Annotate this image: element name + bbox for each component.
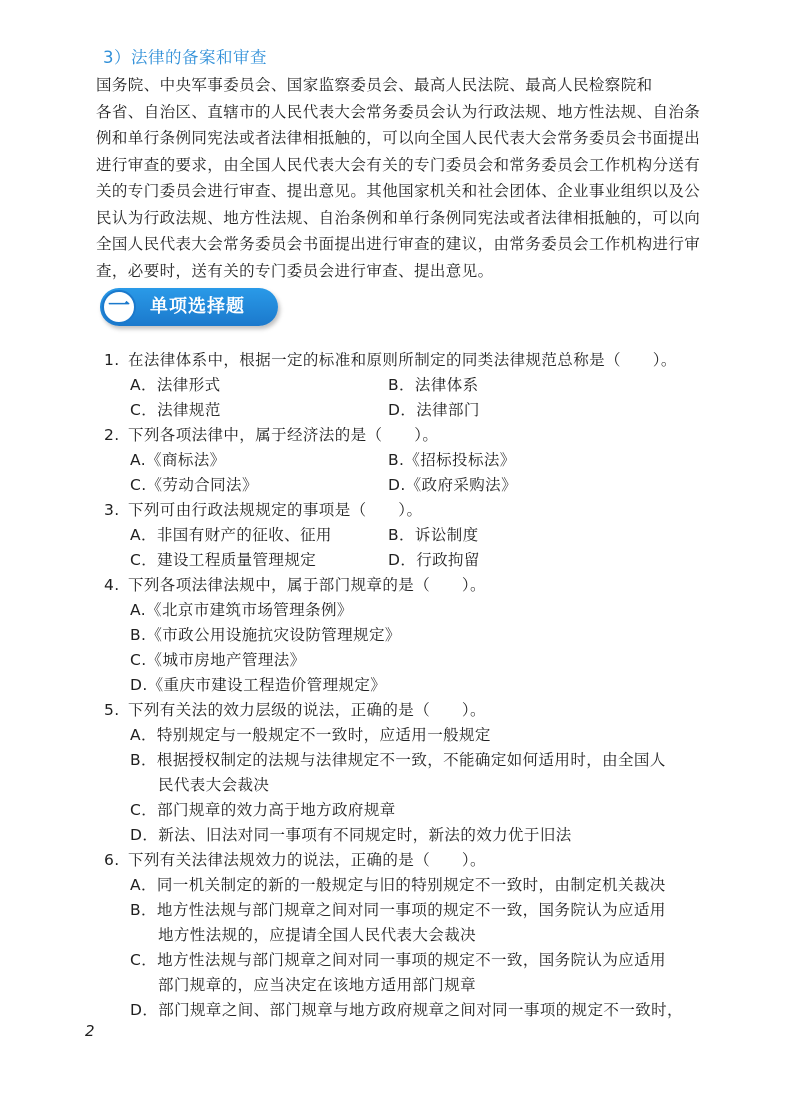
option: B．法律体系 bbox=[388, 376, 479, 394]
question-number: 6. bbox=[104, 851, 120, 869]
question-list bbox=[104, 348, 704, 1023]
question-number: 2. bbox=[104, 426, 120, 444]
option: B．根据授权制定的法规与法律规定不一致，不能确定如何适用时，由全国人 bbox=[130, 751, 666, 769]
option: D.《政府采购法》 bbox=[388, 476, 517, 494]
option: A．特别规定与一般规定不一致时，应适用一般规定 bbox=[130, 726, 491, 744]
option: D.《重庆市建设工程造价管理规定》 bbox=[130, 676, 387, 694]
option-continuation: 民代表大会裁决 bbox=[158, 776, 270, 794]
page-number: 2 bbox=[85, 1022, 95, 1040]
question bbox=[104, 698, 704, 848]
paragraph-line: 查，必要时，送有关的专门委员会进行审查、提出意见。 bbox=[96, 261, 494, 280]
paragraph-line: 关的专门委员会进行审查、提出意见。其他国家机关和社会团体、企业事业组织以及公 bbox=[96, 182, 701, 200]
banner-label: 单项选择题 bbox=[150, 296, 245, 317]
paragraph-line: 例和单行条例同宪法或者法律相抵触的，可以向全国人民代表大会常务委员会书面提出 bbox=[96, 129, 701, 147]
paragraph-line: 各省、自治区、直辖市的人民代表大会常务委员会认为行政法规、地方性法规、自治条 bbox=[96, 102, 701, 121]
question bbox=[104, 573, 704, 698]
option: A．同一机关制定的新的一般规定与旧的特别规定不一致时，由制定机关裁决 bbox=[130, 876, 666, 894]
question-number: 5. bbox=[104, 701, 120, 719]
banner-number: 一 bbox=[102, 290, 136, 324]
option: A.《商标法》 bbox=[130, 451, 226, 469]
option: B.《市政公用设施抗灾设防管理规定》 bbox=[130, 626, 401, 644]
question bbox=[104, 848, 704, 1023]
question-number: 3. bbox=[104, 501, 120, 519]
question-stem: 下列有关法的效力层级的说法，正确的是（ ）。 bbox=[128, 701, 486, 719]
question-stem: 下列各项法律中，属于经济法的是（ ）。 bbox=[128, 426, 439, 444]
question-stem: 在法律体系中，根据一定的标准和原则所制定的同类法律规范总称是（ ）。 bbox=[128, 351, 677, 369]
option: D．新法、旧法对同一事项有不同规定时，新法的效力优于旧法 bbox=[130, 826, 572, 844]
question-stem: 下列可由行政法规规定的事项是（ ）。 bbox=[128, 501, 423, 519]
option: B．诉讼制度 bbox=[388, 526, 479, 544]
option: D．行政拘留 bbox=[388, 551, 480, 569]
option: C．法律规范 bbox=[130, 401, 221, 419]
section-banner bbox=[100, 288, 278, 326]
option: C．地方性法规与部门规章之间对同一事项的规定不一致，国务院认为应适用 bbox=[130, 951, 666, 969]
option: A．非国有财产的征收、征用 bbox=[130, 526, 332, 544]
option: C．建设工程质量管理规定 bbox=[130, 551, 317, 569]
question-number: 4. bbox=[104, 576, 120, 594]
option: C.《劳动合同法》 bbox=[130, 476, 258, 494]
option: A.《北京市建筑市场管理条例》 bbox=[130, 601, 353, 619]
paragraph-line: 民认为行政法规、地方性法规、自治条例和单行条例同宪法或者法律相抵触的，可以向 bbox=[96, 208, 701, 227]
paragraph-line: 进行审查的要求，由全国人民代表大会有关的专门委员会和常务委员会工作机构分送有 bbox=[96, 155, 701, 174]
option: A．法律形式 bbox=[130, 376, 221, 394]
question-number: 1. bbox=[104, 351, 120, 369]
paragraph-line: 国务院、中央军事委员会、国家监察委员会、最高人民法院、最高人民检察院和 bbox=[96, 76, 653, 94]
option: B．地方性法规与部门规章之间对同一事项的规定不一致，国务院认为应适用 bbox=[130, 901, 666, 919]
option-continuation: 地方性法规的，应提请全国人民代表大会裁决 bbox=[158, 926, 477, 944]
option: D．法律部门 bbox=[388, 401, 480, 419]
section-title: 3）法律的备案和审查 bbox=[103, 48, 267, 67]
body-paragraph bbox=[96, 72, 701, 284]
option-continuation: 部门规章的，应当决定在该地方适用部门规章 bbox=[158, 976, 477, 994]
option: B.《招标投标法》 bbox=[388, 451, 516, 469]
question-stem: 下列有关法律法规效力的说法，正确的是（ ）。 bbox=[128, 851, 486, 869]
option: C.《城市房地产管理法》 bbox=[130, 651, 306, 669]
option: C．部门规章的效力高于地方政府规章 bbox=[130, 801, 396, 819]
option: D．部门规章之间、部门规章与地方政府规章之间对同一事项的规定不一致时， bbox=[130, 1001, 683, 1019]
question bbox=[104, 498, 704, 573]
question bbox=[104, 423, 704, 498]
question bbox=[104, 348, 704, 423]
question-stem: 下列各项法律法规中，属于部门规章的是（ ）。 bbox=[128, 576, 486, 594]
paragraph-line: 全国人民代表大会常务委员会书面提出进行审查的建议，由常务委员会工作机构进行审 bbox=[96, 235, 701, 253]
